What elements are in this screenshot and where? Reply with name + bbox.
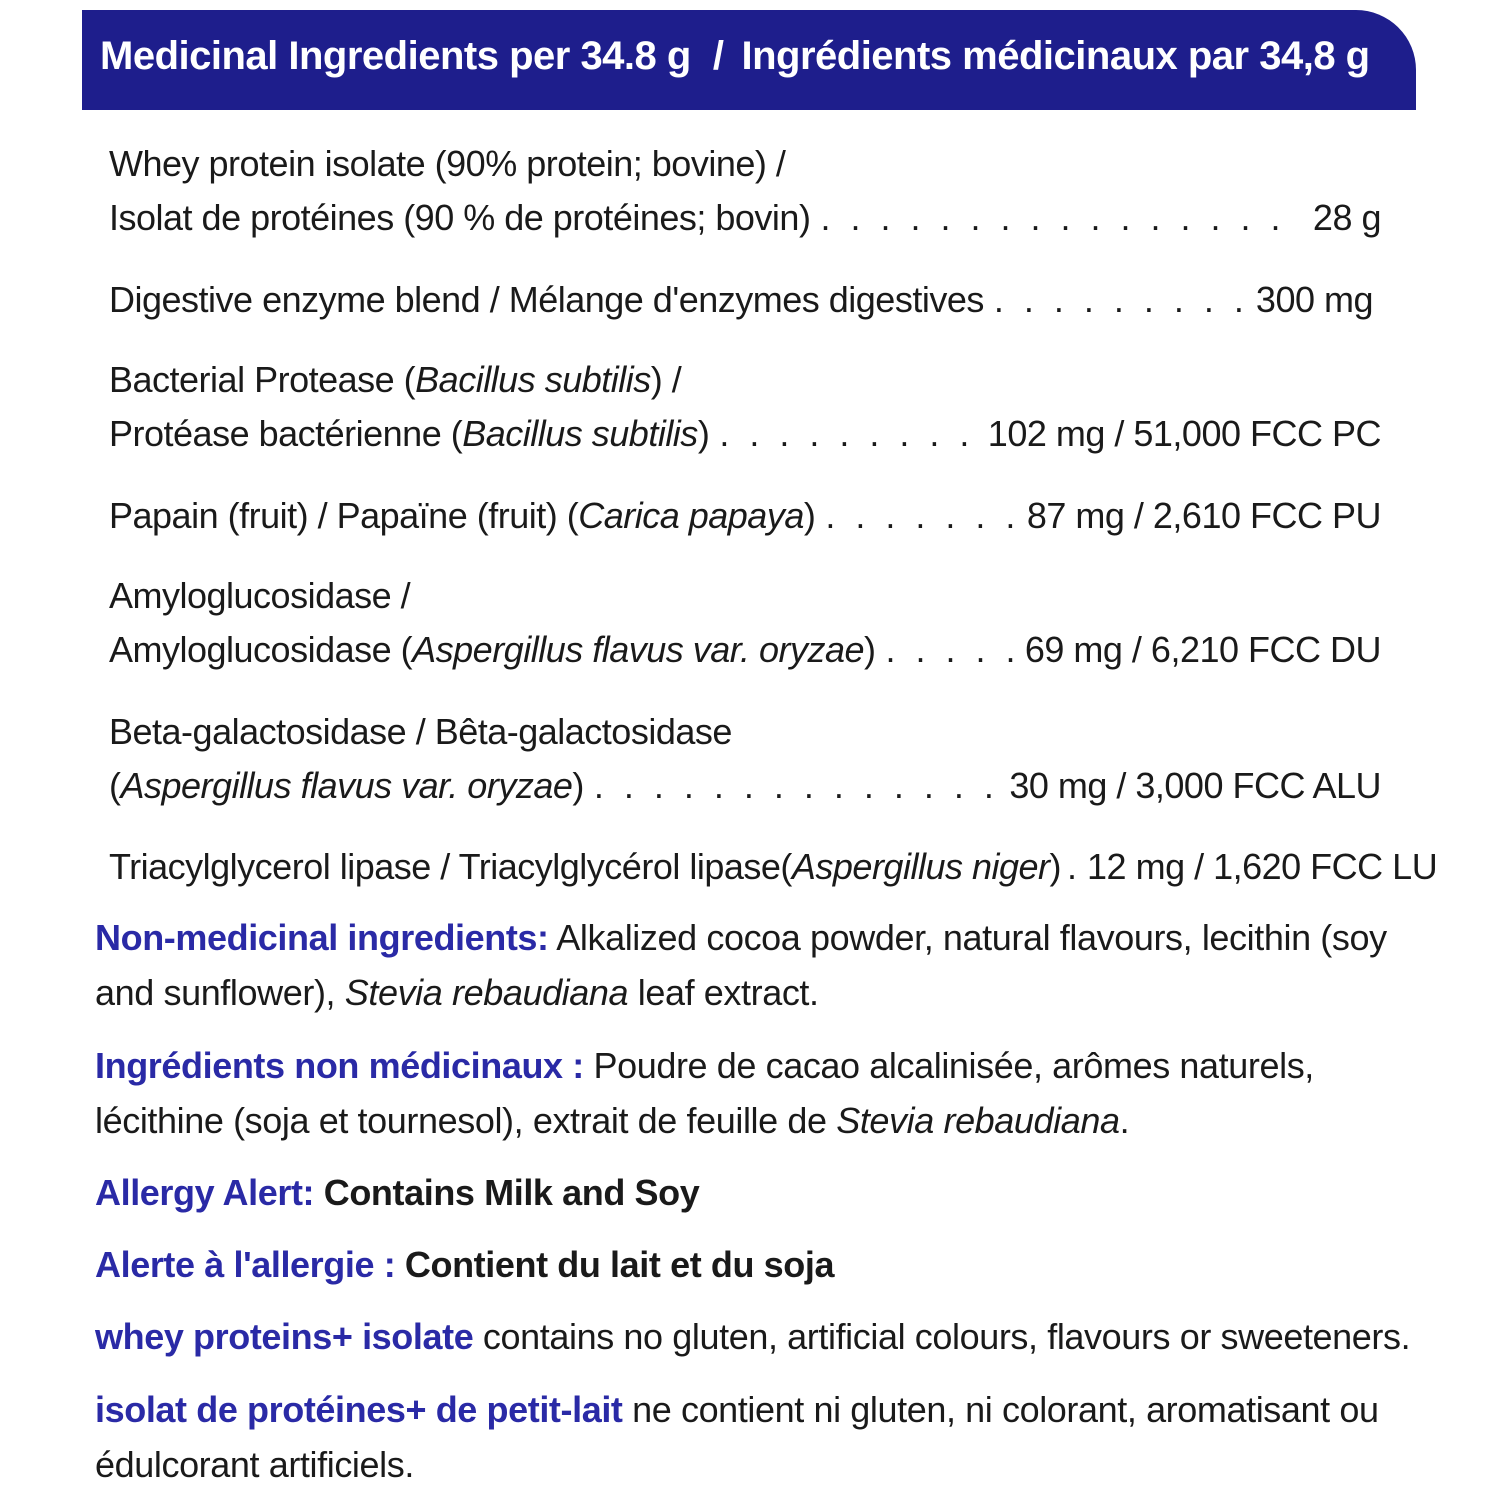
ingredient-name: Protéase bactérienne (Bacillus subtilis) — [109, 413, 710, 454]
ingredient-line — [109, 273, 1373, 327]
ingredient-line — [109, 759, 1381, 813]
section-label: whey proteins+ isolate — [95, 1316, 474, 1357]
non-medicinal-fr — [95, 1038, 1425, 1148]
ingredient-beta-galactosidase — [109, 705, 1381, 813]
section-text: contains no gluten, artificial colours, flavours or sweeteners. — [473, 1316, 1411, 1357]
leader-dots — [994, 273, 1246, 327]
claim-en — [95, 1309, 1425, 1364]
ingredient-amount: 87 mg / 2,610 FCC PU — [1026, 495, 1381, 536]
ingredient-line — [109, 623, 1381, 677]
ingredient-amount: 28 g — [1312, 197, 1381, 238]
allergy-alert-fr — [95, 1237, 1425, 1292]
ingredient-name: Papain (fruit) / Papaïne (fruit) (Carica papaya) — [109, 495, 816, 536]
ingredient-line — [109, 407, 1381, 461]
ingredient-line — [109, 569, 1381, 623]
ingredient-name: Bacterial Protease (Bacillus subtilis) / — [109, 359, 682, 400]
ingredient-amount: 300 mg — [1255, 279, 1373, 320]
leader-dots — [594, 759, 999, 813]
leader-dots — [1067, 840, 1081, 894]
ingredient-bacterial-protease — [109, 353, 1381, 461]
ingredient-line — [109, 353, 1381, 407]
section-text: leaf extract. — [628, 972, 819, 1013]
ingredient-name: (Aspergillus flavus var. oryzae) — [109, 765, 584, 806]
non-medicinal-en — [95, 910, 1425, 1020]
section-text-italic: Stevia rebaudiana — [836, 1100, 1120, 1141]
section-text: . — [1119, 1100, 1130, 1141]
section-label: Non-medicinal ingredients: — [95, 917, 549, 958]
header-title-fr: Ingrédients médicinaux par 34,8 g — [741, 34, 1370, 78]
ingredient-line — [109, 705, 1381, 759]
ingredient-papain — [109, 489, 1381, 543]
ingredient-line — [109, 137, 1381, 191]
ingredient-lipase — [109, 840, 1438, 894]
ingredient-name: Triacylglycerol lipase / Triacylglycérol lipase(Aspergillus niger) — [109, 846, 1062, 887]
header-title-en: Medicinal Ingredients per 34.8 g — [100, 34, 691, 78]
ingredient-enzyme-blend — [109, 273, 1373, 327]
section-text: ne contient ni gluten, ni colorant, aromatisant ou édulcorant artificiels. — [95, 1389, 1379, 1485]
leader-dots — [719, 407, 977, 461]
ingredient-line — [109, 840, 1438, 894]
header-separator: / — [712, 34, 724, 78]
ingredient-name: Beta-galactosidase / Bêta-galactosidase — [109, 711, 732, 752]
section-label: Ingrédients non médicinaux : — [95, 1045, 584, 1086]
claim-fr — [95, 1382, 1395, 1492]
section-text: Contains Milk and Soy — [314, 1172, 700, 1213]
ingredient-amount: 30 mg / 3,000 FCC ALU — [1009, 765, 1381, 806]
ingredient-line — [109, 191, 1381, 245]
ingredient-line — [109, 489, 1381, 543]
section-text: Poudre de cacao alcalinisée, arômes naturels, lécithine (soja et tournesol), extrait de feuille de — [95, 1045, 1314, 1141]
ingredient-name: Digestive enzyme blend / Mélange d'enzymes digestives — [109, 279, 984, 320]
ingredient-amount: 102 mg / 51,000 FCC PC — [987, 413, 1381, 454]
section-label: Alerte à l'allergie : — [95, 1244, 396, 1285]
leader-dots — [820, 191, 1302, 245]
section-text: Contient du lait et du soja — [395, 1244, 835, 1285]
ingredient-name: Amyloglucosidase (Aspergillus flavus var. oryzae) — [109, 629, 876, 670]
leader-dots — [886, 623, 1015, 677]
ingredient-name: Whey protein isolate (90% protein; bovine) / — [109, 143, 786, 184]
leader-dots — [825, 489, 1017, 543]
ingredient-amyloglucosidase — [109, 569, 1381, 677]
section-label: isolat de protéines+ de petit-lait — [95, 1389, 623, 1430]
ingredient-name: Amyloglucosidase / — [109, 575, 411, 616]
ingredient-amount: 12 mg / 1,620 FCC LU — [1087, 846, 1438, 887]
allergy-alert-en — [95, 1165, 1425, 1220]
ingredient-whey-protein — [109, 137, 1381, 245]
ingredient-amount: 69 mg / 6,210 FCC DU — [1024, 629, 1381, 670]
section-text: Alkalized cocoa powder, natural flavours, lecithin (soy and sunflower), — [95, 917, 1387, 1013]
header-title — [100, 34, 1370, 79]
section-text-italic: Stevia rebaudiana — [344, 972, 629, 1013]
section-label: Allergy Alert: — [95, 1172, 315, 1213]
ingredient-name: Isolat de protéines (90 % de protéines; bovin) — [109, 197, 811, 238]
